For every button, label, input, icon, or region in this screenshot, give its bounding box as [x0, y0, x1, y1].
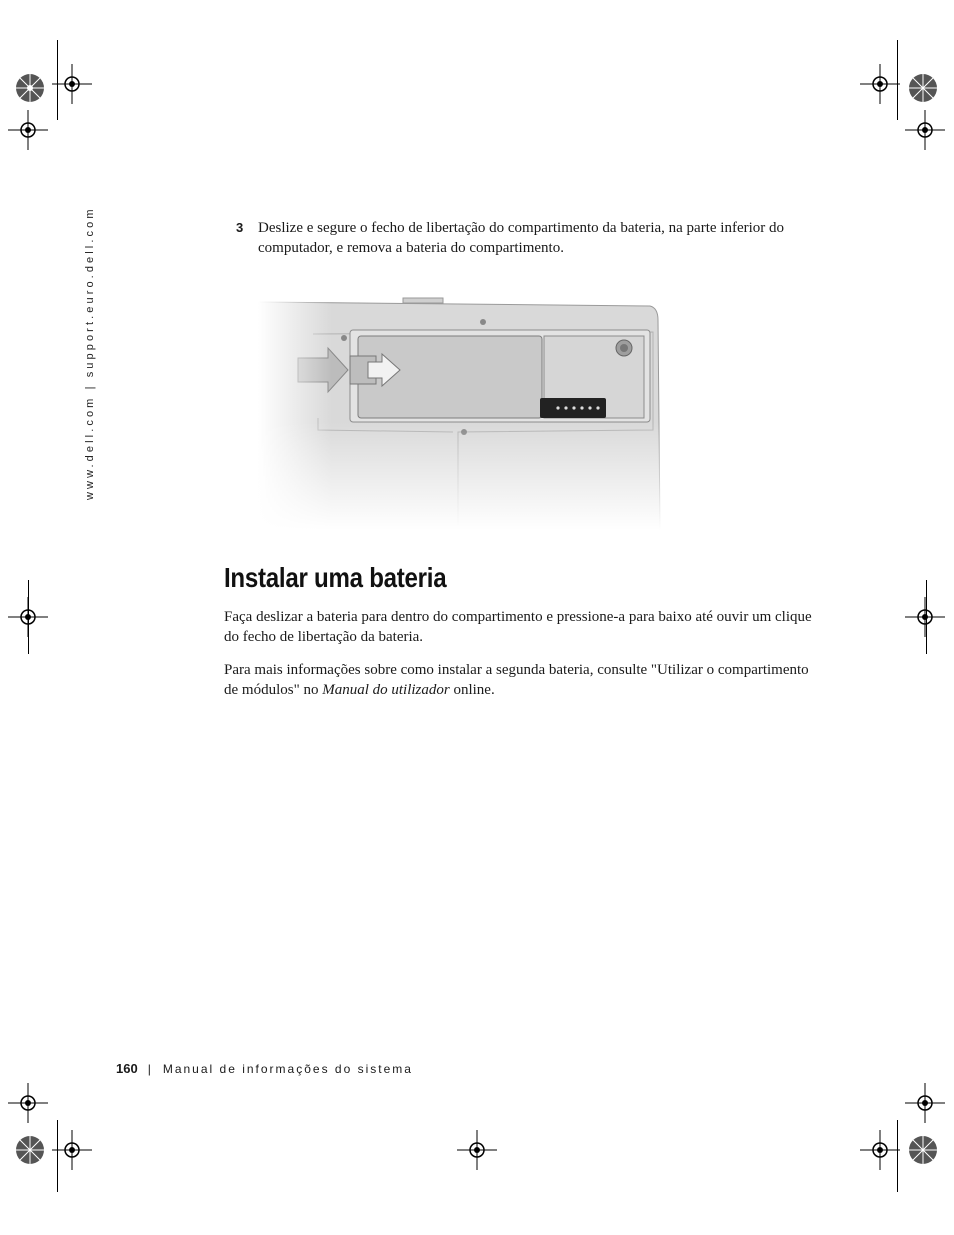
registration-mark-icon [10, 1130, 50, 1170]
install-paragraph: Faça deslizar a bateria para dentro do compartimento e pressione-a para baixo até ouvir um clique do fecho de libertação da bateria. [224, 609, 812, 645]
crosshair-mark-icon [52, 64, 92, 104]
footer-title: Manual de informações do sistema [162, 1062, 413, 1076]
step-number: 3 [236, 220, 244, 235]
page-number: 160 [116, 1061, 138, 1076]
more-info-paragraph [224, 660, 824, 700]
more-info-suffix: online. [449, 682, 495, 698]
more-info-text: Para mais informações sobre como instalar a segunda bateria, consulte "Utilizar o compartimento de módulos" no [224, 662, 809, 698]
crop-line [897, 40, 898, 120]
crop-line [28, 580, 29, 654]
crosshair-mark-icon [8, 110, 48, 150]
crop-line [926, 580, 927, 654]
section-title: Instalar uma bateria [224, 562, 447, 593]
registration-mark-icon [903, 68, 943, 108]
sidebar-url: www.dell.com | support.euro.dell.com [84, 206, 96, 500]
crosshair-mark-icon [905, 597, 945, 637]
crosshair-mark-icon [905, 110, 945, 150]
step-item [236, 218, 816, 258]
crosshair-mark-icon [52, 1130, 92, 1170]
crosshair-mark-icon [8, 1083, 48, 1123]
manual-title: Manual do utilizador [322, 682, 450, 698]
crop-line [57, 1120, 58, 1192]
step-text: Deslize e segure o fecho de libertação do compartimento da bateria, na parte inferior do computador, e remova a bateria do compartimento. [258, 220, 785, 256]
crop-line [57, 40, 58, 120]
page-footer [116, 1061, 413, 1076]
battery-removal-illustration [258, 290, 668, 530]
registration-mark-icon [903, 1130, 943, 1170]
crosshair-mark-icon [905, 1083, 945, 1123]
footer-separator: | [147, 1062, 151, 1076]
registration-mark-icon [10, 68, 50, 108]
crosshair-mark-icon [860, 1130, 900, 1170]
crosshair-mark-icon [457, 1130, 497, 1170]
crop-line [897, 1120, 898, 1192]
crosshair-mark-icon [860, 64, 900, 104]
